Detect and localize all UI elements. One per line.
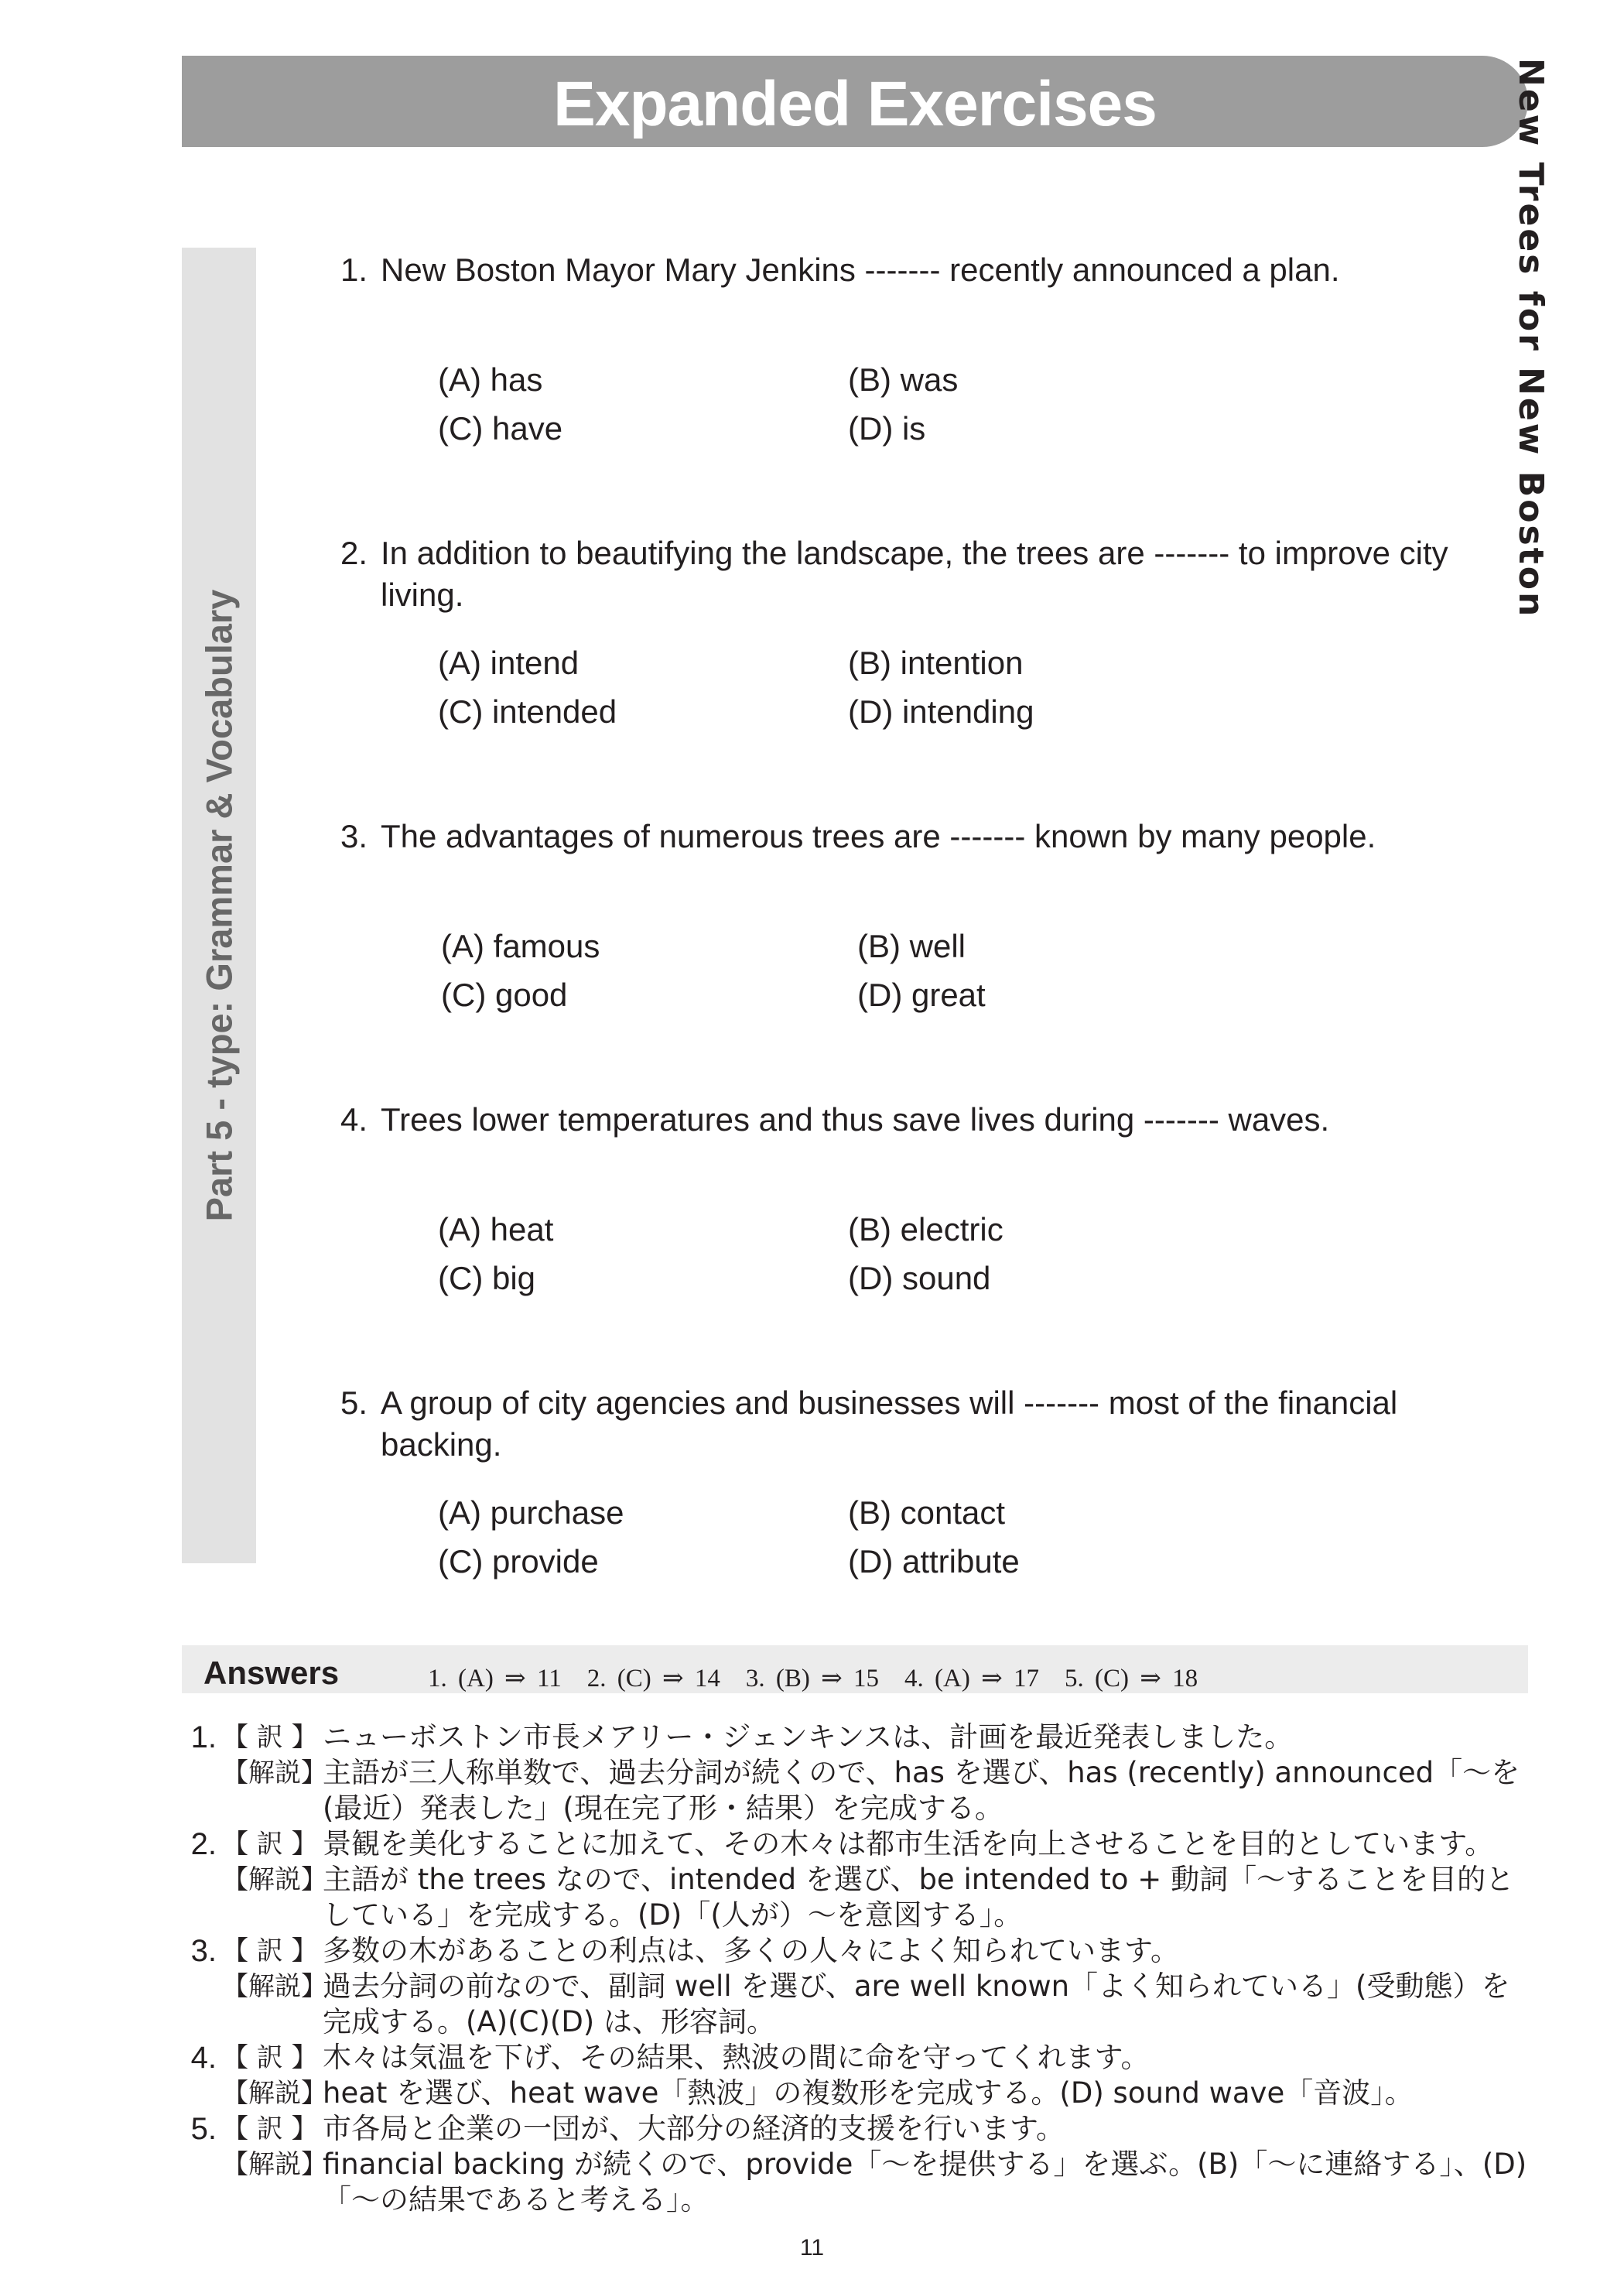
explanation-number: 3.	[190, 1934, 217, 1968]
question-1	[340, 249, 1532, 291]
explanation-2	[182, 1826, 1544, 1935]
question-4	[340, 1099, 1532, 1141]
option-b: (B) electric	[848, 1211, 1003, 1248]
translation-text: 木々は気温を下げ、その結果、熱波の間に命を守ってくれます。	[323, 2041, 1150, 2074]
explanation-number: 1.	[190, 1720, 217, 1754]
explanation-text: 主語が the trees なので、intended を選び、be intended to + 動詞「〜することを目的と	[323, 1863, 1515, 1896]
translation-text: 市各局と企業の一団が、大部分の経済的支援を行います。	[323, 2112, 1065, 2145]
question-text: Trees lower temperatures and thus save lives during ------- waves.	[381, 1101, 1330, 1138]
option-d: (D) sound	[848, 1260, 991, 1296]
translation-text: 多数の木があることの利点は、多くの人々によく知られています。	[323, 1934, 1180, 1967]
option-c: (C) provide	[438, 1543, 599, 1580]
explanation-5	[182, 2111, 1544, 2220]
option-c: (C) intended	[438, 693, 617, 730]
question-text: In addition to beautifying the landscape, the trees are ------- to improve city	[381, 535, 1448, 571]
explanation-tag: 【解説】	[222, 2078, 327, 2109]
option-b: (B) was	[848, 361, 959, 398]
translation-text: ニューボストン市長メアリー・ジェンキンスは、計画を最近発表しました。	[323, 1720, 1294, 1754]
option-a: (A) intend	[438, 645, 580, 681]
answers-label: Answers	[203, 1655, 340, 1691]
explanation-text-cont: (最近）発表した」(現在完了形・結果）を完成する。	[323, 1792, 1003, 1825]
question-text-cont: living.	[381, 577, 464, 613]
explanation-text-cont: している」を完成する。(D)「(人が）〜を意図する」。	[323, 1898, 1023, 1932]
translation-tag: 【 訳 】	[222, 2113, 318, 2144]
option-c: (C) good	[441, 977, 568, 1013]
explanation-1	[182, 1720, 1544, 1828]
question-number: 3.	[340, 818, 368, 854]
translation-tag: 【 訳 】	[222, 2042, 318, 2073]
translation-tag: 【 訳 】	[222, 1722, 318, 1753]
question-text-cont: backing.	[381, 1426, 502, 1463]
explanation-3	[182, 1933, 1544, 2042]
running-title: New Trees for New Boston	[1511, 58, 1550, 619]
option-b: (B) well	[857, 928, 966, 964]
explanation-tag: 【解説】	[222, 2149, 327, 2180]
explanation-4	[182, 2040, 1544, 2113]
option-c: (C) have	[438, 410, 563, 447]
explanation-tag: 【解説】	[222, 1757, 327, 1788]
explanation-text: financial backing が続くので、provide「〜を提供する」を選ぶ。(B)「〜に連絡する」、(D)	[323, 2148, 1527, 2181]
option-a: (A) purchase	[438, 1494, 624, 1531]
explanation-number: 2.	[190, 1827, 217, 1861]
question-number: 4.	[340, 1101, 368, 1138]
question-3	[340, 816, 1532, 857]
section-panel	[182, 248, 256, 1563]
question-number: 1.	[340, 252, 368, 288]
explanation-tag: 【解説】	[222, 1971, 327, 2002]
header-bar	[182, 56, 1528, 147]
answers-bar	[182, 1645, 1528, 1693]
explanation-tag: 【解説】	[222, 1864, 327, 1895]
translation-text: 景観を美化することに加えて、その木々は都市生活を向上させることを目的としています。	[323, 1827, 1494, 1860]
explanation-text: heat を選び、heat wave「熱波」の複数形を完成する。(D) sound wave「音波」。	[323, 2076, 1414, 2110]
option-d: (D) intending	[848, 693, 1034, 730]
option-d: (D) attribute	[848, 1543, 1020, 1580]
answer-keys: 1. (A) ⇒ 11 2. (C) ⇒ 14 3. (B) ⇒ 15 4. (A) ⇒ 17 5. (C) ⇒ 18	[428, 1665, 1198, 1692]
option-a: (A) heat	[438, 1211, 554, 1248]
question-2	[340, 532, 1532, 616]
option-a: (A) has	[438, 361, 543, 398]
option-c: (C) big	[438, 1260, 536, 1296]
explanation-text-cont: 完成する。(A)(C)(D) は、形容詞。	[323, 2005, 776, 2038]
option-b: (B) intention	[848, 645, 1024, 681]
question-number: 5.	[340, 1384, 368, 1421]
explanation-text-cont: 「〜の結果であると考える」。	[323, 2183, 709, 2216]
option-b: (B) contact	[848, 1494, 1006, 1531]
option-d: (D) great	[857, 977, 986, 1013]
question-5	[340, 1382, 1532, 1466]
explanation-text: 主語が三人称単数で、過去分詞が続くので、has を選び、has (recently) announced「〜を	[323, 1756, 1520, 1789]
page-number: 11	[799, 2235, 825, 2261]
question-text: A group of city agencies and businesses will ------- most of the financial	[381, 1384, 1398, 1421]
explanation-number: 5.	[190, 2112, 217, 2146]
question-text: The advantages of numerous trees are ------- known by many people.	[381, 818, 1376, 854]
explanation-text: 過去分詞の前なので、副詞 well を選び、are well known「よく知られている」(受動態）を	[323, 1970, 1510, 2003]
section-label: Part 5 - type: Grammar & Vocabulary	[198, 589, 240, 1222]
question-number: 2.	[340, 535, 368, 571]
option-a: (A) famous	[441, 928, 600, 964]
question-text: New Boston Mayor Mary Jenkins ------- recently announced a plan.	[381, 252, 1340, 288]
translation-tag: 【 訳 】	[222, 1829, 318, 1860]
page-title: Expanded Exercises	[553, 69, 1157, 139]
translation-tag: 【 訳 】	[222, 1935, 318, 1966]
option-d: (D) is	[848, 410, 926, 447]
explanation-number: 4.	[190, 2041, 217, 2075]
